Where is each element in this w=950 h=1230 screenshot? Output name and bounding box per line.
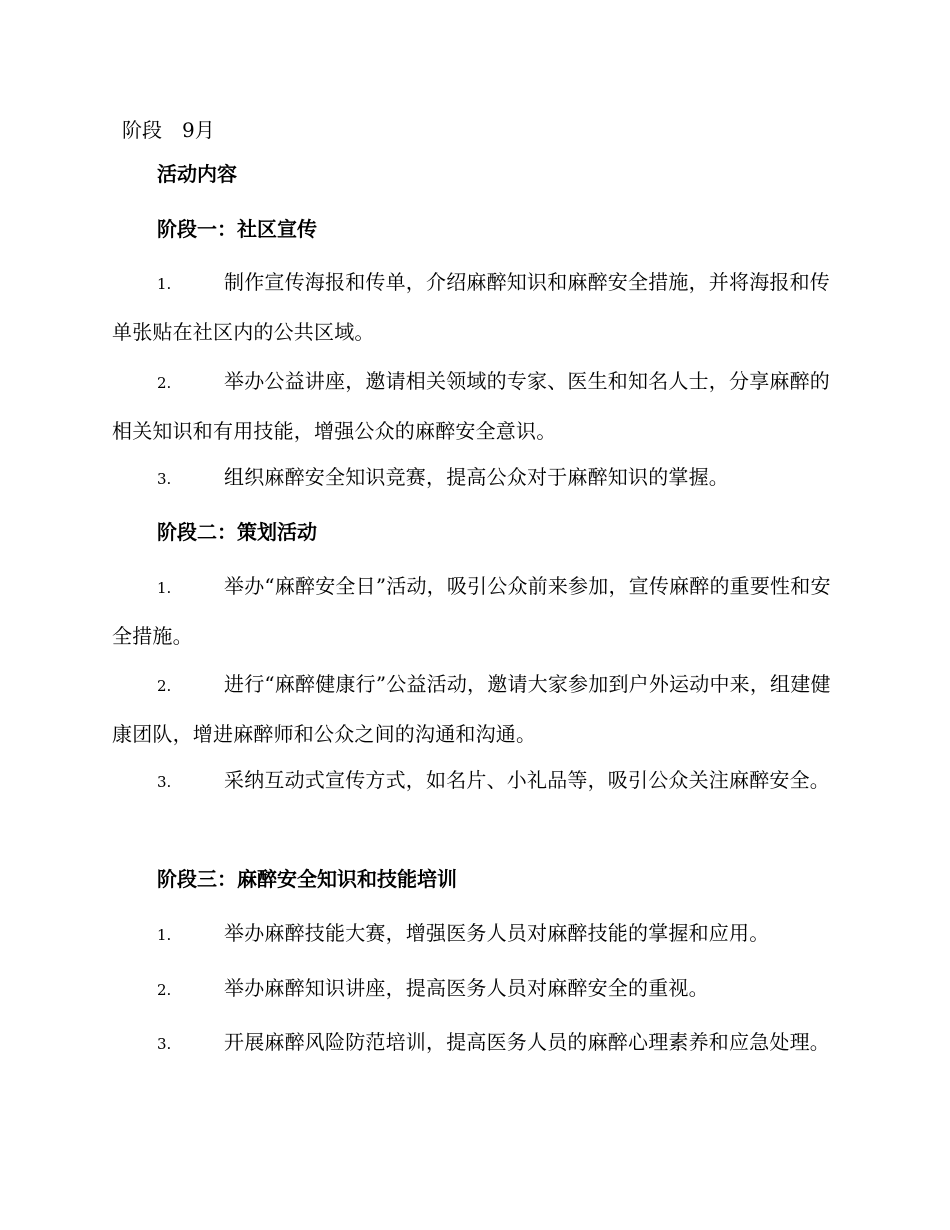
stage-month-header — [122, 116, 215, 144]
list-item — [112, 660, 834, 758]
list-item — [112, 562, 834, 660]
item-number: 2. — [157, 374, 172, 392]
item-number: 1. — [157, 926, 172, 944]
item-text: 举办“麻醉安全日”活动，吸引公众前来参加，宣传麻醉的重要性和安全措施。 — [112, 574, 831, 648]
header-label: 阶段 — [122, 118, 162, 142]
item-text: 制作宣传海报和传单，介绍麻醉知识和麻醉安全措施，并将海报和传单张贴在社区内的公共区域。 — [112, 270, 830, 344]
item-number: 2. — [157, 981, 172, 999]
list-item — [112, 964, 834, 1014]
item-number: 3. — [157, 773, 172, 791]
item-text: 开展麻醉风险防范培训，提高医务人员的麻醉心理素养和应急处理。 — [224, 1030, 830, 1054]
stage-3-title: 阶段三：麻醉安全知识和技能培训 — [157, 867, 457, 891]
list-item — [112, 909, 834, 959]
stage-1-title: 阶段一：社区宣传 — [157, 217, 317, 241]
list-item — [112, 357, 834, 455]
item-text: 进行“麻醉健康行”公益活动，邀请大家参加到户外运动中来，组建健康团队，增进麻醉师和公众之间的沟通和沟通。 — [112, 672, 831, 746]
item-number: 3. — [157, 1035, 172, 1053]
stage-2-title: 阶段二：策划活动 — [157, 520, 317, 544]
item-text: 组织麻醉安全知识竞赛，提高公众对于麻醉知识的掌握。 — [224, 465, 729, 489]
item-text: 举办麻醉技能大赛，增强医务人员对麻醉技能的掌握和应用。 — [224, 921, 770, 945]
activity-title: 活动内容 — [157, 162, 237, 186]
item-number: 3. — [157, 470, 172, 488]
header-month: 9月 — [182, 118, 215, 142]
list-item — [112, 1018, 834, 1068]
item-number: 1. — [157, 275, 172, 293]
item-text: 举办公益讲座，邀请相关领域的专家、医生和知名人士，分享麻醉的相关知识和有用技能，增强公众的麻醉安全意识。 — [112, 369, 830, 443]
list-item — [112, 258, 834, 356]
item-text: 举办麻醉知识讲座，提高医务人员对麻醉安全的重视。 — [224, 976, 709, 1000]
item-number: 1. — [157, 579, 172, 597]
list-item — [112, 756, 834, 806]
item-text: 采纳互动式宣传方式，如名片、小礼品等，吸引公众关注麻醉安全。 — [224, 768, 830, 792]
item-number: 2. — [157, 677, 172, 695]
list-item — [112, 453, 834, 503]
